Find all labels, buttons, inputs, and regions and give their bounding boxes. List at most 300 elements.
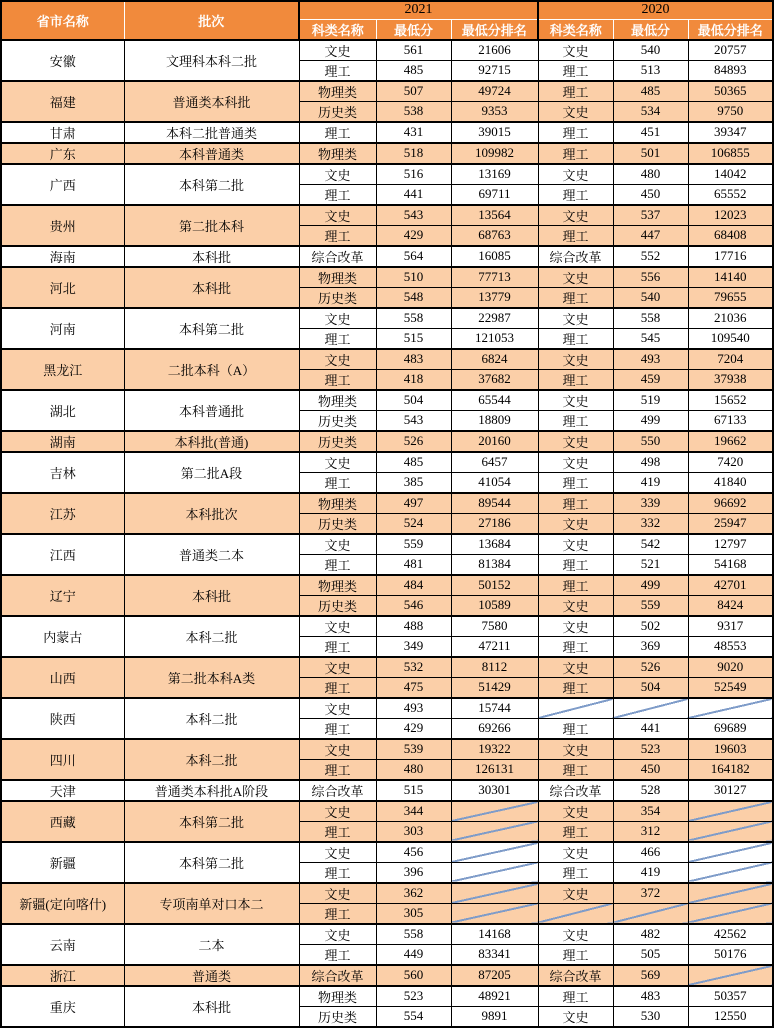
province-cell: 安徽 (1, 40, 124, 81)
min-rank-2021-cell: 37682 (451, 369, 538, 390)
category-2021-cell: 文史 (299, 349, 376, 370)
min-score-2021-cell: 480 (376, 759, 451, 780)
min-rank-2020-cell: 30127 (688, 780, 773, 801)
min-rank-2021-cell: 126131 (451, 759, 538, 780)
province-cell: 黑龙江 (1, 349, 124, 390)
category-2021-cell: 理工 (299, 554, 376, 575)
min-score-2020-cell: 354 (613, 801, 688, 822)
min-score-2021-cell: 344 (376, 801, 451, 822)
category-2020-cell: 理工 (538, 636, 613, 657)
table-row (1, 143, 773, 164)
min-rank-2020-cell: 41840 (688, 472, 773, 493)
table-row (1, 739, 773, 760)
header-batch: 批次 (124, 1, 299, 40)
min-rank-2020-cell: 19662 (688, 431, 773, 452)
min-rank-2021-cell (451, 801, 538, 822)
category-2021-cell: 理工 (299, 718, 376, 739)
batch-cell: 本科第二批 (124, 842, 299, 883)
table-row (1, 308, 773, 329)
min-score-2020-cell: 559 (613, 595, 688, 616)
min-score-2021-cell: 539 (376, 739, 451, 760)
min-score-2020-cell: 504 (613, 677, 688, 698)
category-2021-cell: 理工 (299, 225, 376, 246)
table-row (1, 924, 773, 945)
category-2020-cell: 文史 (538, 534, 613, 555)
min-rank-2020-cell: 9020 (688, 657, 773, 678)
batch-cell: 二本 (124, 924, 299, 965)
batch-cell: 普通类 (124, 965, 299, 986)
min-rank-2021-cell: 20160 (451, 431, 538, 452)
min-rank-2020-cell (688, 862, 773, 883)
min-rank-2021-cell: 49724 (451, 81, 538, 102)
category-2020-cell: 文史 (538, 267, 613, 288)
min-rank-2021-cell: 18809 (451, 410, 538, 431)
table-row (1, 452, 773, 473)
min-rank-2020-cell: 42562 (688, 924, 773, 945)
batch-cell: 文理科本科二批 (124, 40, 299, 81)
batch-cell: 本科第二批 (124, 308, 299, 349)
province-cell: 河南 (1, 308, 124, 349)
min-rank-2020-cell (688, 842, 773, 863)
category-2020-cell: 理工 (538, 410, 613, 431)
min-rank-2020-cell: 79655 (688, 287, 773, 308)
category-2021-cell: 文史 (299, 534, 376, 555)
category-2020-cell: 文史 (538, 1006, 613, 1027)
min-rank-2021-cell: 14168 (451, 924, 538, 945)
min-rank-2021-cell (451, 821, 538, 842)
min-rank-2021-cell: 89544 (451, 493, 538, 514)
category-2020-cell: 理工 (538, 184, 613, 205)
category-2021-cell: 理工 (299, 184, 376, 205)
min-rank-2021-cell: 77713 (451, 267, 538, 288)
min-rank-2021-cell (451, 883, 538, 904)
min-rank-2021-cell: 21606 (451, 40, 538, 61)
category-2020-cell: 理工 (538, 821, 613, 842)
category-2020-cell: 文史 (538, 390, 613, 411)
category-2020-cell: 文史 (538, 431, 613, 452)
min-score-2021-cell: 305 (376, 903, 451, 924)
batch-cell: 本科批 (124, 246, 299, 267)
min-score-2020-cell: 419 (613, 472, 688, 493)
table-row (1, 698, 773, 719)
min-score-2021-cell: 485 (376, 452, 451, 473)
category-2021-cell: 文史 (299, 924, 376, 945)
category-2021-cell: 文史 (299, 452, 376, 473)
table-row (1, 205, 773, 226)
batch-cell: 本科批次 (124, 493, 299, 534)
min-rank-2020-cell: 8424 (688, 595, 773, 616)
category-2021-cell: 历史类 (299, 431, 376, 452)
province-cell: 福建 (1, 81, 124, 122)
min-score-2021-cell: 558 (376, 308, 451, 329)
min-score-2021-cell: 429 (376, 718, 451, 739)
province-cell: 江西 (1, 534, 124, 575)
min-score-2020-cell: 523 (613, 739, 688, 760)
province-cell: 辽宁 (1, 575, 124, 616)
category-2020-cell: 文史 (538, 101, 613, 122)
min-rank-2020-cell: 7204 (688, 349, 773, 370)
category-2021-cell: 文史 (299, 616, 376, 637)
min-score-2020-cell: 530 (613, 1006, 688, 1027)
min-rank-2021-cell: 13169 (451, 164, 538, 185)
category-2020-cell: 理工 (538, 718, 613, 739)
batch-cell: 本科批(普通) (124, 431, 299, 452)
min-rank-2021-cell: 15744 (451, 698, 538, 719)
batch-cell: 本科二批 (124, 698, 299, 739)
min-rank-2020-cell (688, 965, 773, 986)
batch-cell: 普通类本科批A阶段 (124, 780, 299, 801)
min-rank-2020-cell: 67133 (688, 410, 773, 431)
min-rank-2021-cell: 13564 (451, 205, 538, 226)
min-score-2020-cell: 528 (613, 780, 688, 801)
category-2021-cell: 理工 (299, 369, 376, 390)
category-2021-cell: 物理类 (299, 986, 376, 1007)
min-score-2021-cell: 431 (376, 122, 451, 143)
min-score-2020-cell (613, 698, 688, 719)
batch-cell: 二批本科（A） (124, 349, 299, 390)
min-rank-2021-cell: 13684 (451, 534, 538, 555)
min-score-2020-cell: 459 (613, 369, 688, 390)
table-row (1, 616, 773, 637)
min-rank-2021-cell: 9891 (451, 1006, 538, 1027)
header-year-2021: 2021 (299, 1, 538, 19)
batch-cell: 普通类本科批 (124, 81, 299, 122)
province-cell: 广西 (1, 164, 124, 205)
batch-cell: 本科批 (124, 267, 299, 308)
category-2021-cell: 物理类 (299, 81, 376, 102)
min-rank-2020-cell: 68408 (688, 225, 773, 246)
min-rank-2021-cell: 16085 (451, 246, 538, 267)
min-score-2021-cell: 303 (376, 821, 451, 842)
table-row (1, 81, 773, 102)
category-2021-cell: 综合改革 (299, 246, 376, 267)
min-score-2020-cell: 550 (613, 431, 688, 452)
min-rank-2021-cell: 13779 (451, 287, 538, 308)
min-rank-2020-cell: 7420 (688, 452, 773, 473)
min-rank-2020-cell: 50365 (688, 81, 773, 102)
min-rank-2020-cell: 65552 (688, 184, 773, 205)
min-score-2021-cell: 558 (376, 924, 451, 945)
category-2020-cell: 理工 (538, 472, 613, 493)
header-year-2020: 2020 (538, 1, 773, 19)
table-row (1, 780, 773, 801)
province-cell: 山西 (1, 657, 124, 698)
category-2020-cell: 理工 (538, 143, 613, 164)
category-2020-cell: 文史 (538, 657, 613, 678)
batch-cell: 本科批 (124, 575, 299, 616)
province-cell: 天津 (1, 780, 124, 801)
min-score-2020-cell: 558 (613, 308, 688, 329)
min-score-2021-cell: 484 (376, 575, 451, 596)
min-score-2021-cell: 554 (376, 1006, 451, 1027)
table-row (1, 390, 773, 411)
category-2020-cell: 文史 (538, 349, 613, 370)
min-rank-2020-cell: 106855 (688, 143, 773, 164)
province-cell: 四川 (1, 739, 124, 780)
min-rank-2021-cell: 48921 (451, 986, 538, 1007)
min-score-2020-cell: 537 (613, 205, 688, 226)
min-score-2021-cell: 362 (376, 883, 451, 904)
province-cell: 海南 (1, 246, 124, 267)
table-row (1, 883, 773, 904)
batch-cell: 第二批本科 (124, 205, 299, 246)
min-rank-2020-cell: 20757 (688, 40, 773, 61)
category-2020-cell: 文史 (538, 616, 613, 637)
batch-cell: 本科普通类 (124, 143, 299, 164)
batch-cell: 本科普通批 (124, 390, 299, 431)
min-score-2020-cell: 498 (613, 452, 688, 473)
category-2021-cell: 理工 (299, 122, 376, 143)
min-score-2021-cell: 515 (376, 780, 451, 801)
min-score-2021-cell: 538 (376, 101, 451, 122)
min-score-2020-cell: 519 (613, 390, 688, 411)
category-2021-cell: 理工 (299, 944, 376, 965)
table-row (1, 431, 773, 452)
category-2020-cell: 文史 (538, 164, 613, 185)
min-rank-2020-cell: 14042 (688, 164, 773, 185)
min-score-2020-cell: 450 (613, 184, 688, 205)
min-rank-2020-cell: 109540 (688, 328, 773, 349)
category-2021-cell: 物理类 (299, 493, 376, 514)
category-2020-cell: 理工 (538, 493, 613, 514)
min-rank-2021-cell: 9353 (451, 101, 538, 122)
min-score-2021-cell: 488 (376, 616, 451, 637)
min-rank-2021-cell: 81384 (451, 554, 538, 575)
min-rank-2021-cell: 68763 (451, 225, 538, 246)
category-2021-cell: 历史类 (299, 513, 376, 534)
min-score-2021-cell: 543 (376, 205, 451, 226)
category-2020-cell: 理工 (538, 575, 613, 596)
min-score-2020-cell: 493 (613, 349, 688, 370)
min-rank-2020-cell: 9750 (688, 101, 773, 122)
min-rank-2020-cell (688, 801, 773, 822)
category-2021-cell: 文史 (299, 883, 376, 904)
table-row (1, 493, 773, 514)
batch-cell: 本科批 (124, 986, 299, 1027)
min-rank-2021-cell: 92715 (451, 60, 538, 81)
header-category-2020: 科类名称 (538, 19, 613, 40)
min-rank-2020-cell: 164182 (688, 759, 773, 780)
category-2020-cell: 理工 (538, 369, 613, 390)
category-2021-cell: 文史 (299, 308, 376, 329)
min-rank-2020-cell: 84893 (688, 60, 773, 81)
category-2021-cell: 理工 (299, 677, 376, 698)
category-2020-cell (538, 698, 613, 719)
min-score-2021-cell: 485 (376, 60, 451, 81)
category-2021-cell: 文史 (299, 164, 376, 185)
category-2021-cell: 物理类 (299, 575, 376, 596)
min-rank-2020-cell: 15652 (688, 390, 773, 411)
min-score-2021-cell: 429 (376, 225, 451, 246)
batch-cell: 本科二批普通类 (124, 122, 299, 143)
table-row (1, 986, 773, 1007)
header-min-score-2020: 最低分 (613, 19, 688, 40)
category-2021-cell: 理工 (299, 328, 376, 349)
category-2020-cell: 理工 (538, 759, 613, 780)
category-2020-cell: 综合改革 (538, 965, 613, 986)
min-rank-2021-cell: 69711 (451, 184, 538, 205)
min-score-2020-cell: 466 (613, 842, 688, 863)
category-2020-cell: 理工 (538, 677, 613, 698)
province-cell: 新疆 (1, 842, 124, 883)
category-2021-cell: 理工 (299, 636, 376, 657)
min-score-2020-cell: 450 (613, 759, 688, 780)
min-rank-2020-cell: 14140 (688, 267, 773, 288)
min-rank-2020-cell (688, 821, 773, 842)
category-2021-cell: 物理类 (299, 143, 376, 164)
min-rank-2020-cell: 50357 (688, 986, 773, 1007)
min-rank-2021-cell: 8112 (451, 657, 538, 678)
min-score-2021-cell: 396 (376, 862, 451, 883)
min-score-2020-cell: 483 (613, 986, 688, 1007)
min-score-2021-cell: 516 (376, 164, 451, 185)
min-score-2021-cell: 559 (376, 534, 451, 555)
category-2020-cell: 文史 (538, 924, 613, 945)
table-header (1, 1, 773, 40)
category-2020-cell: 文史 (538, 595, 613, 616)
table-row (1, 965, 773, 986)
category-2021-cell: 理工 (299, 821, 376, 842)
min-rank-2021-cell (451, 903, 538, 924)
min-score-2021-cell: 475 (376, 677, 451, 698)
batch-cell: 本科第二批 (124, 801, 299, 842)
min-score-2021-cell: 507 (376, 81, 451, 102)
category-2020-cell: 文史 (538, 452, 613, 473)
min-score-2020-cell: 372 (613, 883, 688, 904)
min-rank-2021-cell: 6824 (451, 349, 538, 370)
category-2020-cell: 理工 (538, 944, 613, 965)
header-min-rank-2020: 最低分排名 (688, 19, 773, 40)
category-2021-cell: 综合改革 (299, 965, 376, 986)
min-score-2020-cell: 482 (613, 924, 688, 945)
min-rank-2021-cell: 83341 (451, 944, 538, 965)
table-row (1, 349, 773, 370)
min-score-2020-cell (613, 903, 688, 924)
min-rank-2020-cell (688, 883, 773, 904)
category-2020-cell: 综合改革 (538, 246, 613, 267)
category-2021-cell: 历史类 (299, 1006, 376, 1027)
category-2020-cell: 理工 (538, 554, 613, 575)
province-cell: 新疆(定向喀什) (1, 883, 124, 924)
table-row (1, 122, 773, 143)
table-row (1, 246, 773, 267)
category-2021-cell: 文史 (299, 205, 376, 226)
min-rank-2021-cell: 39015 (451, 122, 538, 143)
batch-cell: 普通类二本 (124, 534, 299, 575)
min-score-2021-cell: 564 (376, 246, 451, 267)
min-rank-2020-cell: 52549 (688, 677, 773, 698)
min-score-2021-cell: 518 (376, 143, 451, 164)
category-2020-cell: 理工 (538, 225, 613, 246)
province-cell: 河北 (1, 267, 124, 308)
min-rank-2021-cell: 51429 (451, 677, 538, 698)
min-score-2021-cell: 526 (376, 431, 451, 452)
min-rank-2021-cell: 19322 (451, 739, 538, 760)
min-score-2020-cell: 485 (613, 81, 688, 102)
province-cell: 湖北 (1, 390, 124, 431)
min-score-2021-cell: 441 (376, 184, 451, 205)
min-score-2020-cell: 499 (613, 410, 688, 431)
min-rank-2020-cell: 39347 (688, 122, 773, 143)
category-2020-cell: 综合改革 (538, 780, 613, 801)
category-2020-cell: 文史 (538, 308, 613, 329)
min-score-2020-cell: 502 (613, 616, 688, 637)
category-2021-cell: 文史 (299, 739, 376, 760)
category-2020-cell: 理工 (538, 60, 613, 81)
province-cell: 贵州 (1, 205, 124, 246)
category-2020-cell: 文史 (538, 205, 613, 226)
min-rank-2021-cell: 7580 (451, 616, 538, 637)
table-body (1, 40, 773, 1027)
min-rank-2021-cell: 41054 (451, 472, 538, 493)
min-score-2021-cell: 532 (376, 657, 451, 678)
province-cell: 吉林 (1, 452, 124, 493)
min-score-2020-cell: 441 (613, 718, 688, 739)
province-cell: 广东 (1, 143, 124, 164)
min-score-2020-cell: 540 (613, 40, 688, 61)
category-2021-cell: 文史 (299, 842, 376, 863)
min-score-2020-cell: 526 (613, 657, 688, 678)
min-score-2021-cell: 504 (376, 390, 451, 411)
province-cell: 陕西 (1, 698, 124, 739)
min-score-2020-cell: 521 (613, 554, 688, 575)
category-2021-cell: 物理类 (299, 390, 376, 411)
min-score-2020-cell: 542 (613, 534, 688, 555)
category-2020-cell: 文史 (538, 739, 613, 760)
category-2020-cell (538, 903, 613, 924)
min-rank-2021-cell: 87205 (451, 965, 538, 986)
min-rank-2020-cell: 9317 (688, 616, 773, 637)
min-rank-2020-cell (688, 698, 773, 719)
min-score-2020-cell: 556 (613, 267, 688, 288)
table-row (1, 842, 773, 863)
batch-cell: 本科二批 (124, 739, 299, 780)
min-rank-2021-cell: 109982 (451, 143, 538, 164)
min-rank-2021-cell: 27186 (451, 513, 538, 534)
province-cell: 内蒙古 (1, 616, 124, 657)
category-2021-cell: 历史类 (299, 101, 376, 122)
min-score-2021-cell: 449 (376, 944, 451, 965)
min-rank-2021-cell: 22987 (451, 308, 538, 329)
min-rank-2021-cell (451, 842, 538, 863)
min-score-2020-cell: 513 (613, 60, 688, 81)
min-score-2021-cell: 543 (376, 410, 451, 431)
min-rank-2020-cell: 12797 (688, 534, 773, 555)
batch-cell: 第二批A段 (124, 452, 299, 493)
province-cell: 浙江 (1, 965, 124, 986)
min-rank-2021-cell: 121053 (451, 328, 538, 349)
min-score-2020-cell: 312 (613, 821, 688, 842)
header-category-2021: 科类名称 (299, 19, 376, 40)
batch-cell: 本科第二批 (124, 164, 299, 205)
min-rank-2020-cell: 69689 (688, 718, 773, 739)
min-score-2020-cell: 569 (613, 965, 688, 986)
table-row (1, 534, 773, 555)
min-score-2020-cell: 505 (613, 944, 688, 965)
category-2021-cell: 历史类 (299, 287, 376, 308)
min-rank-2021-cell (451, 862, 538, 883)
min-score-2021-cell: 548 (376, 287, 451, 308)
category-2021-cell: 文史 (299, 698, 376, 719)
min-rank-2020-cell: 54168 (688, 554, 773, 575)
min-score-2020-cell: 369 (613, 636, 688, 657)
category-2020-cell: 文史 (538, 513, 613, 534)
category-2021-cell: 理工 (299, 472, 376, 493)
category-2021-cell: 文史 (299, 40, 376, 61)
province-cell: 江苏 (1, 493, 124, 534)
min-rank-2021-cell: 10589 (451, 595, 538, 616)
min-rank-2020-cell: 25947 (688, 513, 773, 534)
